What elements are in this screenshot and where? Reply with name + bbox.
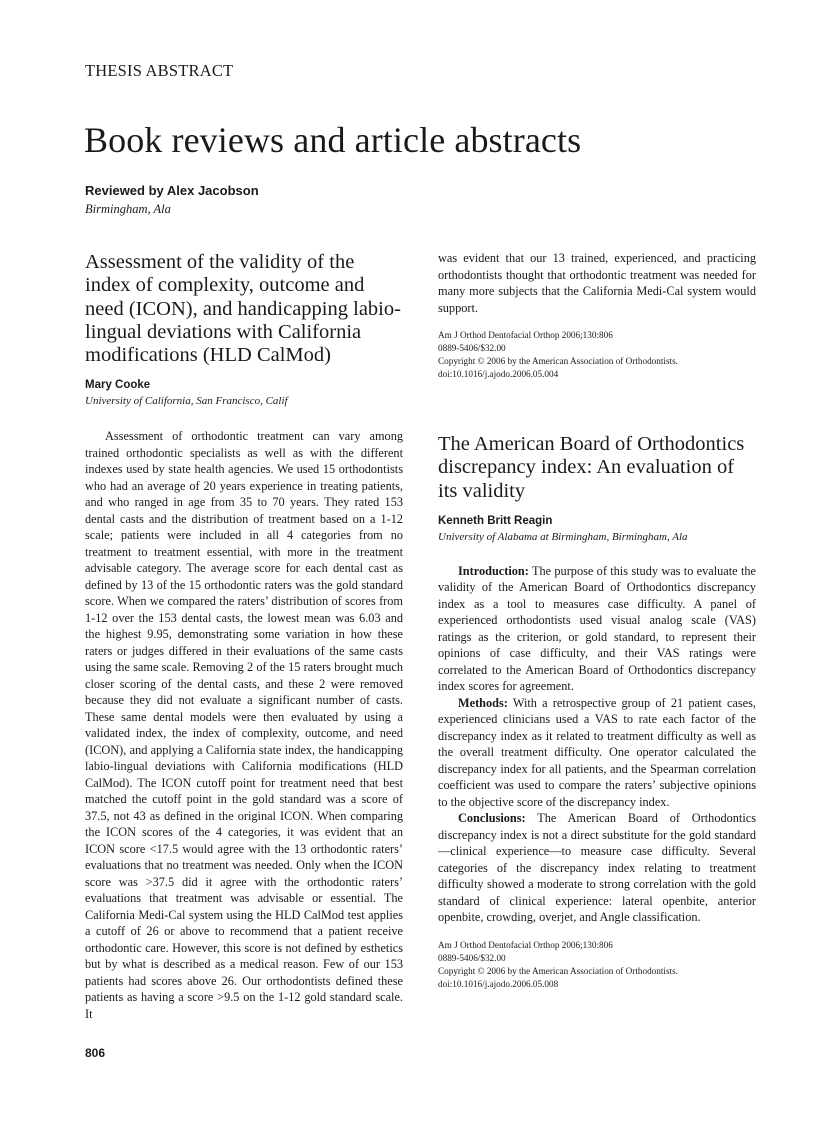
introduction-text: The purpose of this study was to evaluate the validity of the American Board of Orthodontics discrepancy index as a tool to measures case difficulty. A panel of experienced orthodontists used visual analog scale (VAS) ratings as the criterion, or gold standard, to represent their opinions of case difficulty, and their VAS ratings were correlated to the American Board of Orthodontics discrepancy index scores for agreement. xyxy=(438,563,756,694)
introduction-heading: Introduction: xyxy=(458,563,529,578)
article1-title: Assessment of the validity of the index of complexity, outcome and need (ICON), and handicapping labio-lingual deviations with California modifications (HLD CalMod) xyxy=(85,251,401,367)
article2-affiliation: University of Alabama at Birmingham, Birmingham, Ala xyxy=(438,530,688,543)
conclusions-text: The American Board of Orthodontics discrepancy index is not a direct substitute for the gold standard—clinical experience—to measure case difficulty. Several categories of the discrepancy index relating to treatment difficulty showed a moderate to strong correlation with the gold standard of clinical experience: lateral openbite, anterior openbite, crowding, overjet, and Angle classification. xyxy=(438,811,756,925)
reviewer-location: Birmingham, Ala xyxy=(85,202,171,216)
citation-issn: 0889-5406/$32.00 xyxy=(438,343,506,353)
article1-continuation: was evident that our 13 trained, experienced, and practicing orthodontists thought that orthodontic treatment was needed for many more subjects that the California Medi-Cal system would support. xyxy=(438,251,756,315)
citation-journal: Am J Orthod Dentofacial Orthop 2006;130:806 xyxy=(438,939,613,950)
article1-affiliation: University of California, San Francisco, Calif xyxy=(85,395,288,408)
right-column xyxy=(438,250,756,991)
left-column xyxy=(85,251,403,1022)
conclusions-heading: Conclusions: xyxy=(458,811,526,826)
methods-text: With a retrospective group of 21 patient cases, experienced clinicians used a VAS to rate each factor of the discrepancy index as it related to treatment difficulty as well as the overall treatment difficulty. One operator calculated the discrepancy index for all patients, and the Spearman correlation coefficient was used to compare the raters’ subjective opinions to the objective score of the discrepancy index. xyxy=(438,695,756,809)
article2-author: Kenneth Britt Reagin xyxy=(438,514,553,527)
citation-copyright: Copyright © 2006 by the American Association of Orthodontists. xyxy=(438,356,678,366)
article2-conclusions xyxy=(438,810,756,926)
reviewer-name: Reviewed by Alex Jacobson xyxy=(85,183,259,198)
article2-introduction xyxy=(438,563,756,695)
section-label: THESIS ABSTRACT xyxy=(85,61,234,80)
article2-methods xyxy=(438,695,756,811)
citation-issn: 0889-5406/$32.00 xyxy=(438,952,506,963)
article1-author: Mary Cooke xyxy=(85,379,151,392)
methods-heading: Methods: xyxy=(458,695,508,710)
page-number: 806 xyxy=(85,1046,106,1060)
citation-doi: doi:10.1016/j.ajodo.2006.05.004 xyxy=(438,369,559,379)
article1-citation xyxy=(438,329,756,381)
article1-body: Assessment of orthodontic treatment can vary among trained orthodontic specialists as well as with the different indexes used by state health agencies. We used 15 orthodontists who had an average of 20 years experience in treating patients, and who ranged in age from 35 to 70 years. They rated 153 dental casts and the distribution of treatment based on a 1-12 scale; patients were included in all 4 categories from no treatment to treatment essential, with more in the treatment advisable category. The average score for each dental cast as defined by 13 of the 15 orthodontic raters was the gold standard score. When we compared the raters’ distribution of scores from 1-12 over the 153 dental casts, the lowest mean was 6.03 and the highest 9.95, demonstrating some variation in how these raters or judges differed in their evaluations of the same casts using the same scale. Removing 2 of the 15 raters brought much closer scoring of the dental casts, and these 2 were removed because they did not evaluate a significant number of casts. These same dental models were then evaluated by using a validated index, the index of complexity, outcome, and need (ICON), and applying a California state index, the handicapping labio-lingual deviations with California modifications (HLD CalMod). The ICON cutoff point for treatment need that best matched the cutoff point in the gold standard was a score of 37.5, not 43 as defined in the original ICON. When comparing the ICON scores of the 4 categories, it was evident that an ICON score <17.5 would agree with the 13 orthodontic raters’ evaluations that no treatment was needed. Only when the ICON score was >37.5 did it agree with the orthodontic raters’ evaluations that treatment was advisable or essential. The California Medi-Cal system using the HLD CalMod test applies a cutoff of 26 or above to recommend that a patient receive orthodontic care. However, this score is not defined by esthetics but by what is described as a medical reason. Few of our 153 patients had scores above 26. Our orthodontists defined these patients as having a score >9.5 on the 1-12 gold standard scale. It xyxy=(85,429,403,1021)
citation-journal: Am J Orthod Dentofacial Orthop 2006;130:806 xyxy=(438,330,613,340)
citation-copyright: Copyright © 2006 by the American Association of Orthodontists. xyxy=(438,965,678,976)
citation-doi: doi:10.1016/j.ajodo.2006.05.008 xyxy=(438,978,559,989)
article2-title: The American Board of Orthodontics discrepancy index: An evaluation of its validity xyxy=(438,433,745,502)
page-title: Book reviews and article abstracts xyxy=(84,120,582,160)
article2-citation xyxy=(438,939,756,991)
